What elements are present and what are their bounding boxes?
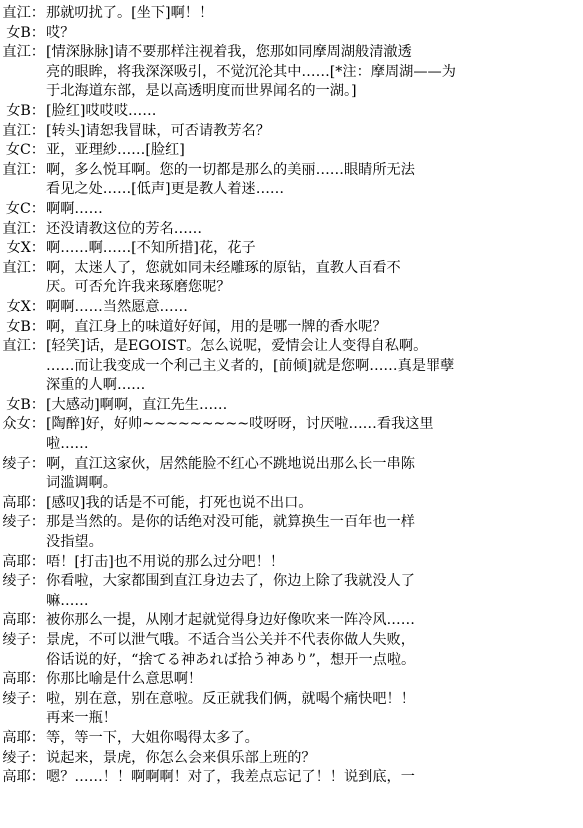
dialogue-line (0, 572, 583, 592)
dialogue-line (0, 494, 583, 514)
dialogue-text: [脸红]哎哎哎…… (46, 102, 157, 119)
speaker-label: 女X： (6, 240, 45, 257)
speaker-label: 绫子： (2, 749, 45, 766)
dialogue-line (0, 298, 583, 318)
speaker-label: 直江： (2, 259, 45, 276)
dialogue-text: 看见之处……[低声]更是教人着迷…… (46, 181, 285, 198)
dialogue-text: 说起来，景虎，你怎么会来俱乐部上班的？ (46, 749, 316, 766)
dialogue-text: 嘛…… (46, 592, 89, 609)
dialogue-line (0, 455, 583, 475)
dialogue-text: 厌。可否允许我来琢磨您呢？ (46, 279, 231, 296)
speaker-label: 绫子： (2, 514, 45, 531)
dialogue-text: 还没请教这位的芳名…… (46, 220, 203, 237)
dialogue-line (0, 749, 583, 769)
dialogue-line (0, 82, 583, 102)
dialogue-line (0, 611, 583, 631)
dialogue-text: 啊，直江这家伙，居然能脸不红心不跳地说出那么长一串陈 (46, 455, 415, 472)
dialogue-line (0, 318, 583, 338)
speaker-label: 绫子： (2, 690, 45, 707)
speaker-label: 高耶： (2, 769, 45, 786)
dialogue-line (0, 43, 583, 63)
speaker-label: 女B： (6, 318, 45, 335)
dialogue-line (0, 141, 583, 161)
dialogue-line (0, 278, 583, 298)
dialogue-line (0, 651, 583, 671)
dialogue-line (0, 102, 583, 122)
speaker-label: 女B： (6, 102, 45, 119)
speaker-label: 女C： (5, 142, 45, 159)
dialogue-text: [陶醉]好，好帅~~~~~~~~~哎呀呀，讨厌啦……看我这里 (46, 416, 434, 433)
speaker-label: 直江： (2, 338, 45, 355)
dialogue-line (0, 435, 583, 455)
speaker-label: 女B： (6, 24, 45, 41)
speaker-label: 高耶： (2, 729, 45, 746)
dialogue-text: 那就叨扰了。[坐下]啊！！ (46, 5, 214, 21)
dialogue-line (0, 415, 583, 435)
speaker-label: 高耶： (2, 553, 45, 570)
dialogue-text: 景虎，不可以泄气哦。不适合当公关并不代表你做人失败， (46, 632, 415, 648)
speaker-label: 女X： (6, 298, 45, 315)
dialogue-text: 唔！[打击]也不用说的那么过分吧！！ (46, 553, 285, 570)
dialogue-text: 没指望。 (46, 534, 103, 551)
dialogue-line (0, 161, 583, 181)
dialogue-text: 再来一瓶！ (46, 710, 117, 727)
dialogue-line (0, 533, 583, 553)
dialogue-text: 你那比喻是什么意思啊！ (46, 671, 203, 688)
dialogue-text: 啊，太迷人了，您就如同未经雕琢的原钻，直教人百看不 (46, 259, 401, 276)
speaker-label: 绫子： (2, 573, 45, 590)
dialogue-text: 你看啦，大家都围到直江身边去了，你边上除了我就没人了 (46, 573, 415, 590)
speaker-label: 直江： (2, 44, 45, 61)
dialogue-line (0, 337, 583, 357)
dialogue-text: 被你那么一提，从刚才起就觉得身边好像吹来一阵冷风…… (46, 612, 415, 629)
dialogue-line (0, 709, 583, 729)
speaker-label: 众女： (2, 416, 45, 433)
dialogue-line (0, 768, 583, 788)
dialogue-text: [大感动]啊啊，直江先生…… (46, 396, 228, 413)
dialogue-text: 等，等一下，大姐你喝得太多了。 (46, 729, 259, 746)
speaker-label: 女C： (5, 200, 45, 217)
speaker-label: 绫子： (2, 455, 45, 472)
dialogue-line (0, 376, 583, 396)
dialogue-line (0, 220, 583, 240)
speaker-label: 绫子： (2, 632, 45, 648)
dialogue-text: 深重的人啊…… (46, 377, 146, 394)
dialogue-line (0, 474, 583, 494)
dialogue-line (0, 357, 583, 377)
speaker-label: 高耶： (2, 494, 45, 511)
dialogue-line (0, 690, 583, 710)
dialogue-line (0, 670, 583, 690)
dialogue-text: 啊，多么悦耳啊。您的一切都是那么的美丽……眼睛所无法 (46, 161, 415, 178)
dialogue-text: 俗话说的好，“捨てる神あれば拾う神あり”，想开一点啦。 (46, 651, 416, 668)
dialogue-line (0, 553, 583, 573)
dialogue-text: 亚，亚理紗……[脸红] (46, 142, 185, 159)
dialogue-line (0, 122, 583, 142)
dialogue-line (0, 4, 583, 24)
dialogue-text: 啦，别在意，别在意啦。反正就我们俩，就喝个痛快吧！！ (46, 690, 415, 707)
dialogue-text: ……而让我变成一个利己主义者的，[前倾]就是您啊……真是罪孽 (46, 357, 455, 374)
dialogue-text: 亮的眼眸，将我深深吸引，不觉沉沦其中……[*注：摩周湖——为 (46, 63, 456, 80)
dialogue-text: 啦…… (46, 436, 89, 453)
dialogue-line (0, 239, 583, 259)
speaker-label: 直江： (2, 161, 45, 178)
dialogue-line (0, 592, 583, 612)
speaker-label: 高耶： (2, 612, 45, 629)
dialogue-text: 嗯？……！！啊啊啊！对了，我差点忘记了！！说到底，一 (46, 769, 415, 786)
document-page (0, 4, 583, 788)
dialogue-text: [转头]请恕我冒昧，可否请教芳名？ (46, 122, 270, 139)
dialogue-text: 那是当然的。是你的话绝对没可能，就算换生一百年也一样 (46, 514, 415, 531)
dialogue-line (0, 259, 583, 279)
dialogue-line (0, 63, 583, 83)
dialogue-line (0, 729, 583, 749)
dialogue-text: [感叹]我的话是不可能，打死也说不出口。 (46, 494, 313, 511)
dialogue-line (0, 631, 583, 651)
dialogue-line (0, 396, 583, 416)
dialogue-line (0, 513, 583, 533)
dialogue-text: 啊……啊……[不知所措]花，花子 (46, 240, 256, 257)
dialogue-line (0, 24, 583, 44)
speaker-label: 高耶： (2, 671, 45, 688)
dialogue-text: 词滥调啊。 (46, 475, 117, 492)
dialogue-line (0, 200, 583, 220)
speaker-label: 女B： (6, 396, 45, 413)
speaker-label: 直江： (2, 5, 45, 21)
dialogue-text: 于北海道东部，是以高透明度而世界闻名的一湖。] (46, 83, 357, 100)
dialogue-text: 哎？ (46, 24, 75, 41)
dialogue-text: [轻笑]话，是EGOIST。怎么说呢，爱情会让人变得自私啊。 (46, 338, 428, 355)
dialogue-text: 啊，直江身上的味道好好闻，用的是哪一牌的香水呢？ (46, 318, 387, 335)
dialogue-text: [情深脉脉]请不要那样注视着我，您那如同摩周湖般清澈透 (46, 44, 412, 61)
dialogue-text: 啊啊……当然愿意…… (46, 298, 188, 315)
dialogue-text: 啊啊…… (46, 200, 103, 217)
speaker-label: 直江： (2, 220, 45, 237)
dialogue-line (0, 180, 583, 200)
speaker-label: 直江： (2, 122, 45, 139)
